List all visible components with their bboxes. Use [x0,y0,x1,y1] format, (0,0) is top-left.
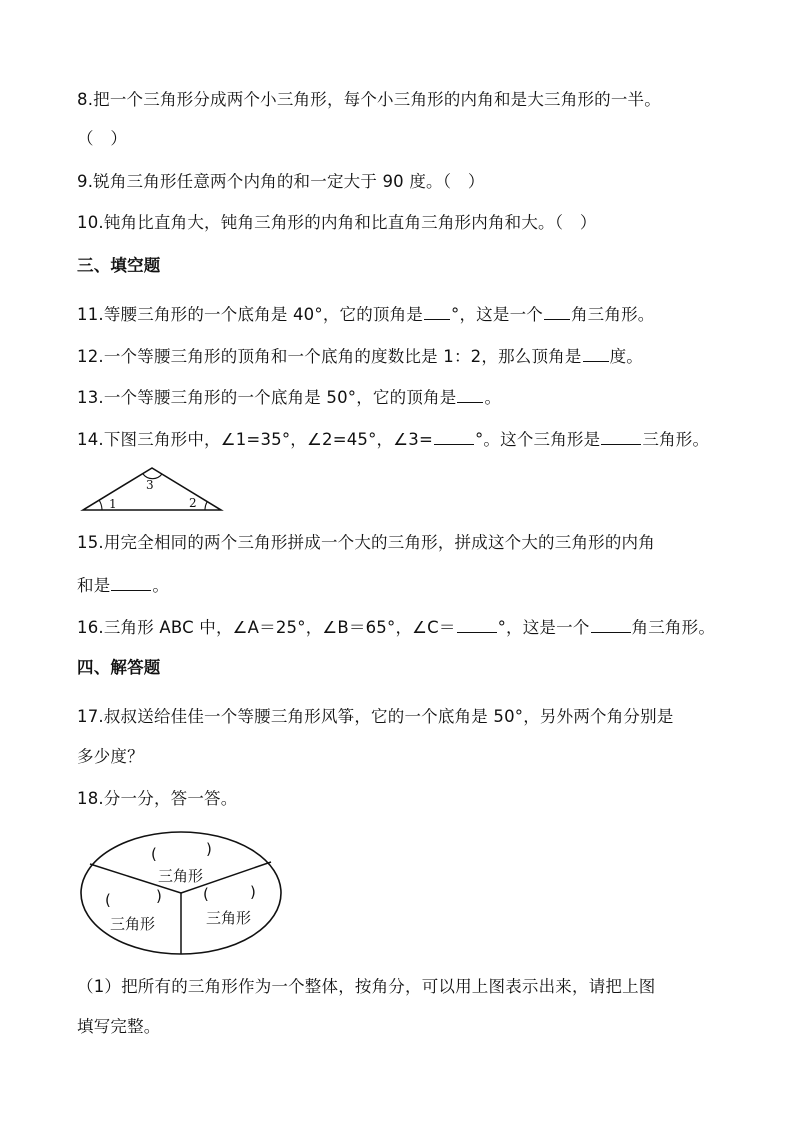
question-14: 14.下图三角形中，∠1=35°，∠2=45°，∠3= °。这个三角形是 三角形。 [77,430,710,449]
section-heading-answer: 四、解答题 [77,658,161,677]
question-17: 17.叔叔送给佳佳一个等腰三角形风筝，它的一个底角是 50°，另外两个角分别是 [77,707,674,726]
answer-blank [583,345,609,362]
section-heading-fill-in: 三、填空题 [77,256,161,275]
answer-blank [544,303,570,320]
question-8-answer-paren: （ ） [77,129,128,148]
paren-close-right: ) [250,883,256,901]
label-left-sector: 三角形 [110,915,156,933]
question-16: 16.三角形 ABC 中，∠A＝25°，∠B＝65°，∠C＝ °，这是一个 角三角形。 [77,618,716,637]
question-9: 9.锐角三角形任意两个内角的和一定大于 90 度。（ ） [77,172,485,191]
answer-blank [111,574,151,591]
question-18: 18.分一分，答一答。 [77,789,238,808]
paren-close-left: ) [156,887,162,905]
paren-close-top: ) [206,840,212,858]
label-right-sector: 三角形 [206,909,252,927]
angle-1-label: 1 [109,497,117,511]
paren-open-left: ( [105,891,111,909]
question-15-cont: 和是 。 [77,576,170,595]
paren-open-right: ( [203,885,209,903]
question-15: 15.用完全相同的两个三角形拼成一个大的三角形，拼成这个大的三角形的内角 [77,533,655,552]
triangle-figure [80,464,225,514]
angle-2-label: 2 [189,496,197,510]
question-17-cont: 多少度？ [77,747,144,766]
label-top-sector: 三角形 [158,867,204,885]
angle-1-arc [99,500,102,510]
ellipse-classification-figure [78,826,284,958]
answer-blank [424,303,450,320]
angle-3-label: 3 [146,478,154,492]
answer-blank [457,386,483,403]
paren-open-top: ( [151,845,157,863]
answer-blank [591,616,631,633]
question-13: 13.一个等腰三角形的一个底角是 50°，它的顶角是 。 [77,388,502,407]
angle-2-arc [205,502,207,510]
question-10: 10.钝角比直角大，钝角三角形的内角和比直角三角形内角和大。（ ） [77,213,597,232]
question-12: 12.一个等腰三角形的顶角和一个底角的度数比是 1：2，那么顶角是 度。 [77,347,643,366]
question-18-part-1-cont: 填写完整。 [77,1017,161,1036]
question-18-part-1: （1）把所有的三角形作为一个整体，按角分，可以用上图表示出来，请把上图 [77,977,656,996]
answer-blank [601,428,641,445]
question-11: 11.等腰三角形的一个底角是 40°，它的顶角是 °，这是一个 角三角形。 [77,305,655,324]
question-8: 8.把一个三角形分成两个小三角形，每个小三角形的内角和是大三角形的一半。 [77,90,661,109]
answer-blank [434,428,474,445]
answer-blank [457,616,497,633]
